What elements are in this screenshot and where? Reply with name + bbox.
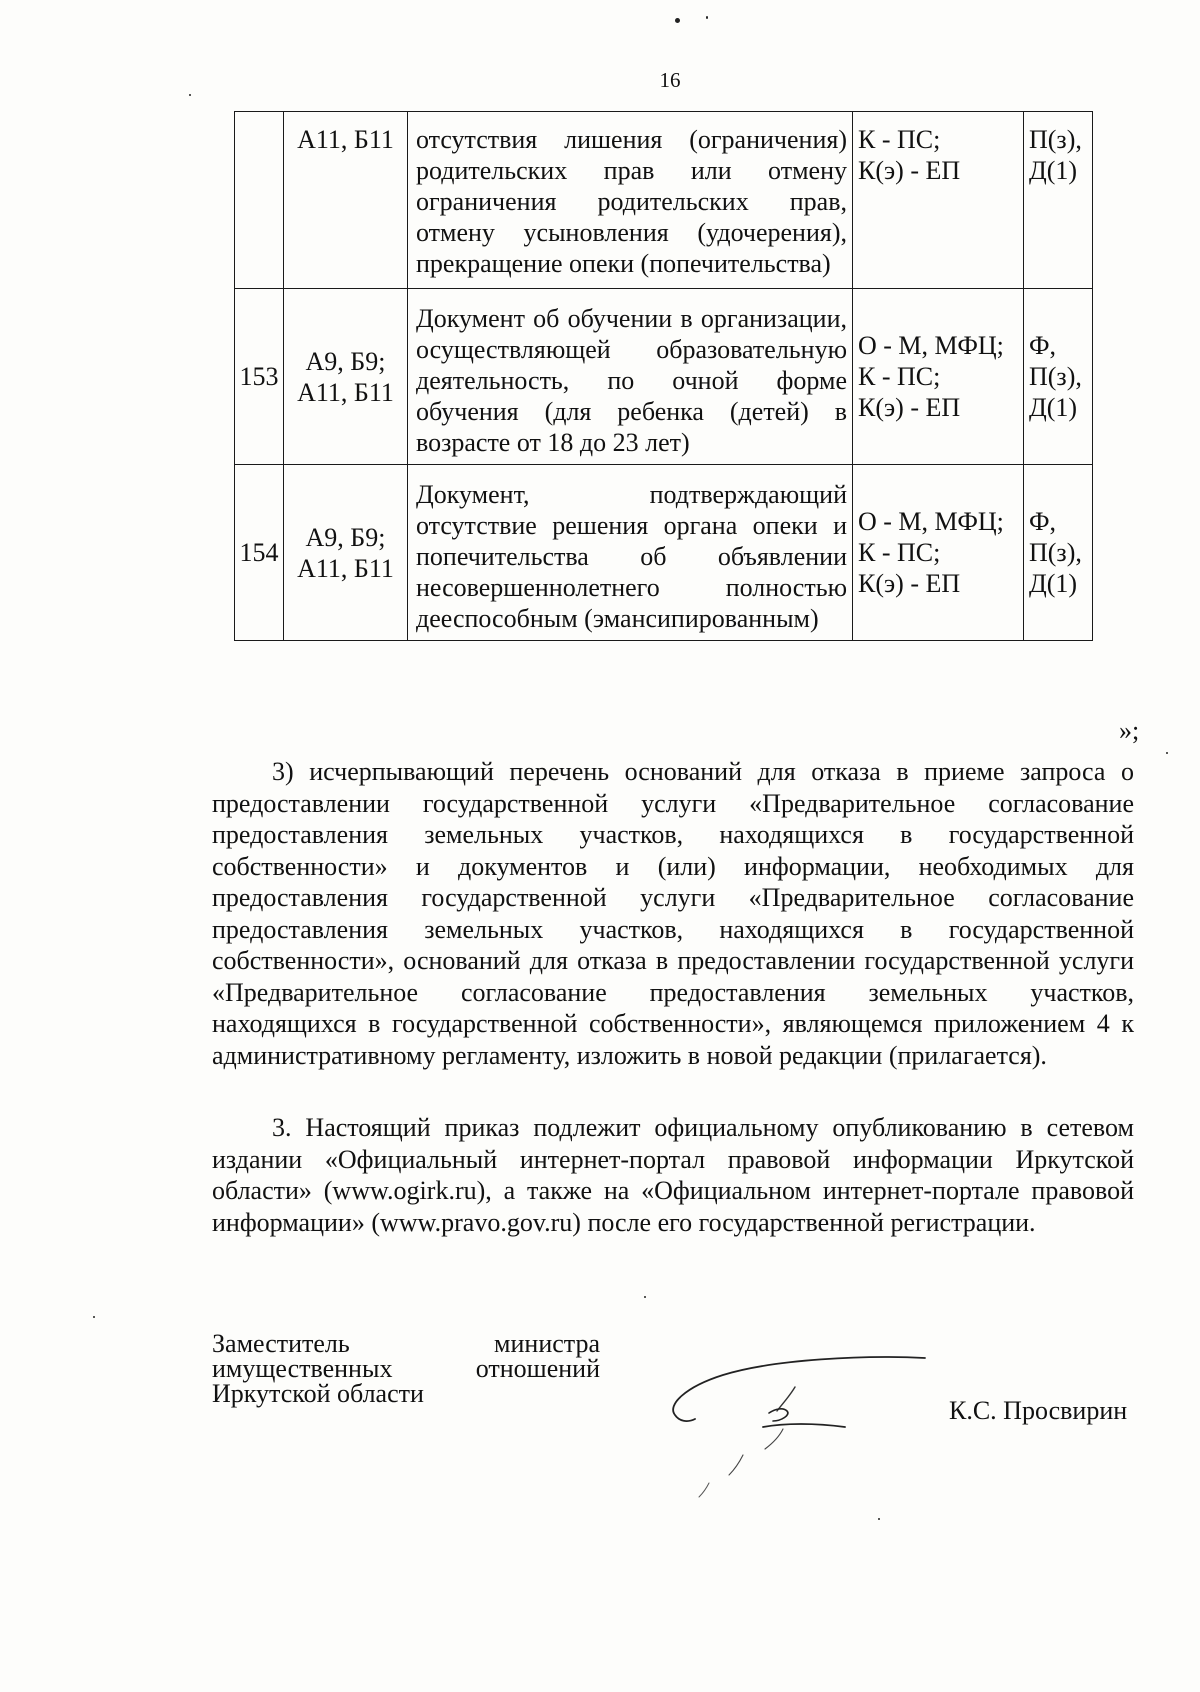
applicant-categories: А9, Б9; А11, Б11	[284, 289, 408, 465]
submission-channels: О - М, МФЦ; К - ПС; К(э) - ЕП	[853, 289, 1024, 465]
table-row	[235, 112, 1093, 289]
table-row	[235, 465, 1093, 641]
scan-speck	[93, 1316, 95, 1318]
scan-speck	[1166, 752, 1168, 754]
page-number: 16	[659, 68, 681, 92]
handwritten-signature	[665, 1345, 935, 1505]
table-row	[235, 289, 1093, 465]
scan-speck	[675, 18, 680, 23]
row-number: 154	[235, 465, 284, 641]
scan-speck	[878, 1518, 880, 1520]
document-description: Документ об обучении в организации, осуществляющей образовательную деятельность, по очной форме обучения (для ребенка (детей) в возрасте от 18 до 23 лет)	[408, 289, 853, 465]
document-description: отсутствия лишения (ограничения) родительских прав или отмену ограничения родительских прав, отмену усыновления (удочерения), прекращение опеки (попечительства)	[408, 112, 853, 289]
documents-table	[234, 111, 1093, 641]
submission-channels: К - ПС; К(э) - ЕП	[853, 112, 1024, 289]
document-forms: Ф, П(з), Д(1)	[1024, 465, 1093, 641]
paragraph-item-3: 3) исчерпывающий перечень оснований для отказа в приеме запроса о предоставлении государственной услуги «Предварительное согласование предоставления земельных участков, находящихся в государственной собственности» и документов и (или) информации, необходимых для предоставления государственной услуги «Предварительное согласование предоставления земельных участков, находящихся в государственной собственности», оснований для отказа в предоставлении государственной услуги «Предварительное согласование предоставления земельных участков, находящихся в государственной собственности», являющемся приложением 4 к административному регламенту, изложить в новой редакции (прилагается).	[212, 757, 1134, 1070]
document-forms: П(з), Д(1)	[1024, 112, 1093, 289]
row-number: 153	[235, 289, 284, 465]
document-description: Документ, подтверждающий отсутствие решения органа опеки и попечительства об объявлении несовершеннолетнего полностью дееспособным (эмансипированным)	[408, 465, 853, 641]
applicant-categories: А9, Б9; А11, Б11	[284, 465, 408, 641]
scan-speck	[706, 16, 708, 19]
submission-channels: О - М, МФЦ; К - ПС; К(э) - ЕП	[853, 465, 1024, 641]
signer-title: Заместитель министра имущественных отношений Иркутской области	[212, 1329, 600, 1408]
scan-speck	[644, 1296, 646, 1298]
document-forms: Ф, П(з), Д(1)	[1024, 289, 1093, 465]
signer-name: К.С. Просвирин	[949, 1396, 1128, 1425]
table-closing-mark: »;	[1119, 716, 1140, 745]
paragraph-publication: 3. Настоящий приказ подлежит официальному опубликованию в сетевом издании «Официальный интернет-портал правовой информации Иркутской области» (www.ogirk.ru), а также на «Официальном интернет-портале правовой информации» (www.pravo.gov.ru) после его государственной регистрации.	[212, 1113, 1134, 1237]
row-number	[235, 112, 284, 289]
applicant-categories: А11, Б11	[284, 112, 408, 289]
scan-speck	[189, 94, 191, 96]
